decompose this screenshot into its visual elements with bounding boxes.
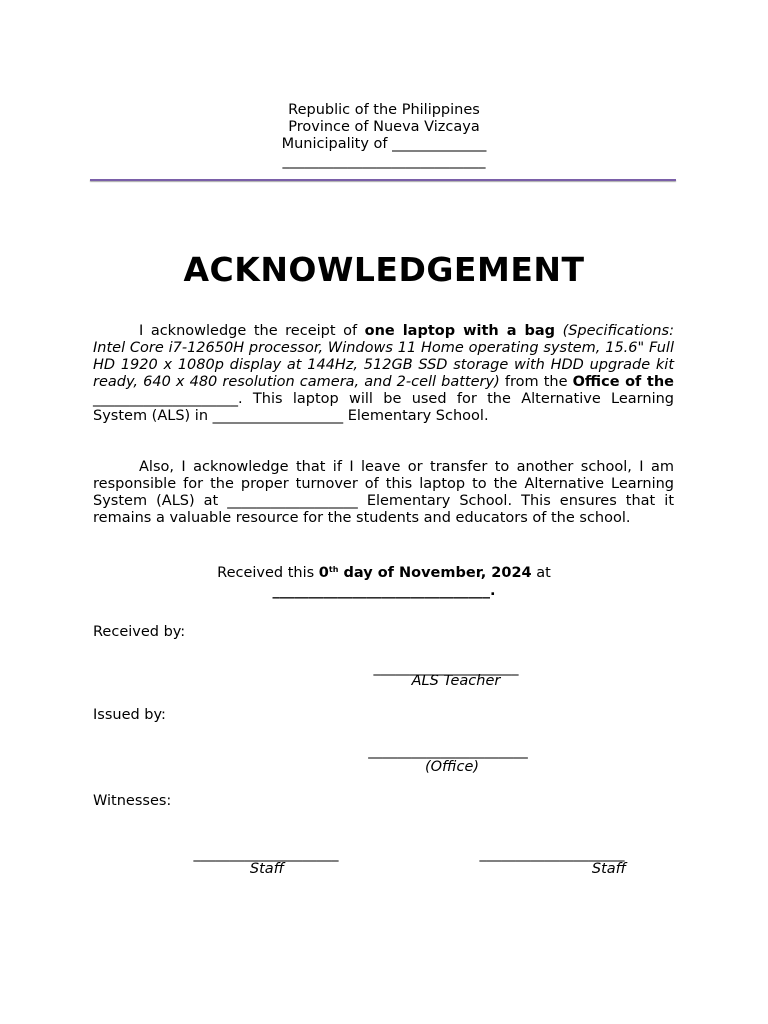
received-at: at <box>531 565 551 581</box>
item-specifications: (Specifications: Intel Core i7-12650H processor, Windows 11 Home operating system, 15.6" Full HD 1920 x 1080p display at 144Hz, 512GB SSD storage with HDD upgrade kit ready, 640 x 480 resolution camera, and 2-cell battery) <box>93 323 674 390</box>
receipt-paragraph <box>93 323 674 425</box>
witness1-signature-line: ____________________ <box>193 846 339 862</box>
letterhead <box>0 102 768 170</box>
received-day: 0th day of November, 2024 <box>318 565 532 581</box>
received-place-blank: ______________________________. <box>272 583 496 599</box>
day-suffix: th <box>328 565 339 574</box>
witnesses-label: Witnesses: <box>93 793 172 809</box>
received-date-line <box>0 561 768 600</box>
received-text: Received this <box>217 565 319 581</box>
letterhead-province: Province of Nueva Vizcaya <box>288 119 480 135</box>
receipt-text-2: from the <box>499 374 573 390</box>
header-divider <box>90 179 676 181</box>
witness2-caption: Staff <box>591 861 627 877</box>
als-teacher-signature-line: ____________________ <box>373 660 519 676</box>
letterhead-country: Republic of the Philippines <box>288 102 480 118</box>
office-label: Office of the <box>572 374 674 390</box>
office-caption: (Office) <box>424 759 480 775</box>
letterhead-blank-line: ____________________________ <box>282 153 486 169</box>
item-description: one laptop with a bag <box>364 323 556 339</box>
receipt-text-3: ____________________. This laptop will be used for the Alternative Learning System (ALS) in __________________ Elementary School. <box>93 391 674 424</box>
witness2-signature-line: ____________________ <box>479 846 625 862</box>
document-title: ACKNOWLEDGEMENT <box>183 250 585 289</box>
letterhead-municipality: Municipality of _____________ <box>281 136 487 152</box>
office-signature-line: ______________________ <box>368 743 528 759</box>
received-date: day of November, 2024 <box>338 565 532 581</box>
receipt-text-1: I acknowledge the receipt of <box>139 323 365 339</box>
responsibility-paragraph: Also, I acknowledge that if I leave or transfer to another school, I am responsible for the proper turnover of this laptop to the Alternative Learning System (ALS) at __________________ Elementary School. This ensures that it remains a valuable resource for the students and educators of the school. <box>93 459 674 526</box>
witness1-caption: Staff <box>249 861 285 877</box>
als-teacher-caption: ALS Teacher <box>411 673 501 689</box>
received-by-label: Received by: <box>93 624 186 640</box>
issued-by-label: Issued by: <box>93 707 166 723</box>
